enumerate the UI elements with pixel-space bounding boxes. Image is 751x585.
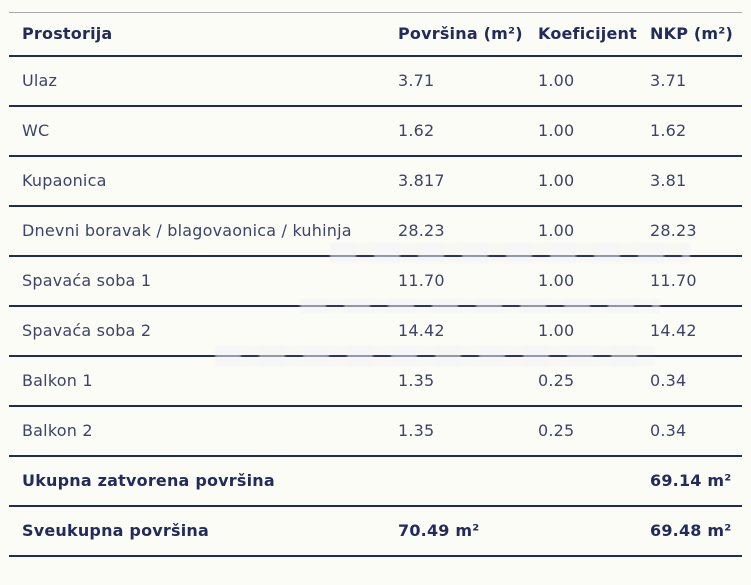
- cell-coefficient: 1.00: [538, 71, 575, 91]
- cell-coefficient: 1.00: [538, 121, 575, 141]
- header-cell-coefficient: Koeficijent: [538, 24, 637, 44]
- header-cell-nkp: NKP (m²): [650, 24, 733, 44]
- cell-coefficient: 1.00: [538, 271, 575, 291]
- total-label: Sveukupna površina: [22, 521, 209, 541]
- cell-coefficient: 1.00: [538, 171, 575, 191]
- cell-nkp: 14.42: [650, 321, 697, 341]
- cell-nkp: 1.62: [650, 121, 687, 141]
- cell-coefficient: 1.00: [538, 321, 575, 341]
- cell-area: 70.49 m²: [398, 521, 480, 541]
- total-row-overall: [9, 507, 742, 557]
- cell-room-name: Balkon 1: [22, 371, 93, 391]
- cell-area: 1.62: [398, 121, 435, 141]
- cell-area: 1.35: [398, 371, 435, 391]
- table-row: [9, 107, 742, 157]
- table-row: [9, 357, 742, 407]
- table-row: [9, 307, 742, 357]
- cell-area: 3.71: [398, 71, 435, 91]
- cell-room-name: Kupaonica: [22, 171, 107, 191]
- cell-area: 3.817: [398, 171, 445, 191]
- table-row: [9, 207, 742, 257]
- cell-nkp: 28.23: [650, 221, 697, 241]
- cell-nkp: 3.81: [650, 171, 687, 191]
- cell-room-name: Ulaz: [22, 71, 58, 91]
- table-header-row: [9, 13, 742, 57]
- table-row: [9, 257, 742, 307]
- header-cell-room: Prostorija: [22, 24, 113, 44]
- cell-area: 11.70: [398, 271, 445, 291]
- table-row: [9, 57, 742, 107]
- total-label: Ukupna zatvorena površina: [22, 471, 275, 491]
- table-row: [9, 157, 742, 207]
- table-row: [9, 407, 742, 457]
- cell-nkp: 0.34: [650, 421, 687, 441]
- cell-area: 14.42: [398, 321, 445, 341]
- cell-nkp: 69.14 m²: [650, 471, 732, 491]
- cell-area: 1.35: [398, 421, 435, 441]
- cell-coefficient: 0.25: [538, 421, 575, 441]
- cell-room-name: Balkon 2: [22, 421, 93, 441]
- areas-table: [9, 12, 742, 557]
- cell-area: 28.23: [398, 221, 445, 241]
- cell-nkp: 11.70: [650, 271, 697, 291]
- cell-room-name: Spavaća soba 1: [22, 271, 152, 291]
- cell-room-name: WC: [22, 121, 50, 141]
- cell-nkp: 69.48 m²: [650, 521, 732, 541]
- total-row-closed-area: [9, 457, 742, 507]
- cell-nkp: 0.34: [650, 371, 687, 391]
- header-cell-area: Površina (m²): [398, 24, 523, 44]
- cell-room-name: Spavaća soba 2: [22, 321, 152, 341]
- cell-room-name: Dnevni boravak / blagovaonica / kuhinja: [22, 221, 352, 241]
- cell-coefficient: 0.25: [538, 371, 575, 391]
- cell-coefficient: 1.00: [538, 221, 575, 241]
- cell-nkp: 3.71: [650, 71, 687, 91]
